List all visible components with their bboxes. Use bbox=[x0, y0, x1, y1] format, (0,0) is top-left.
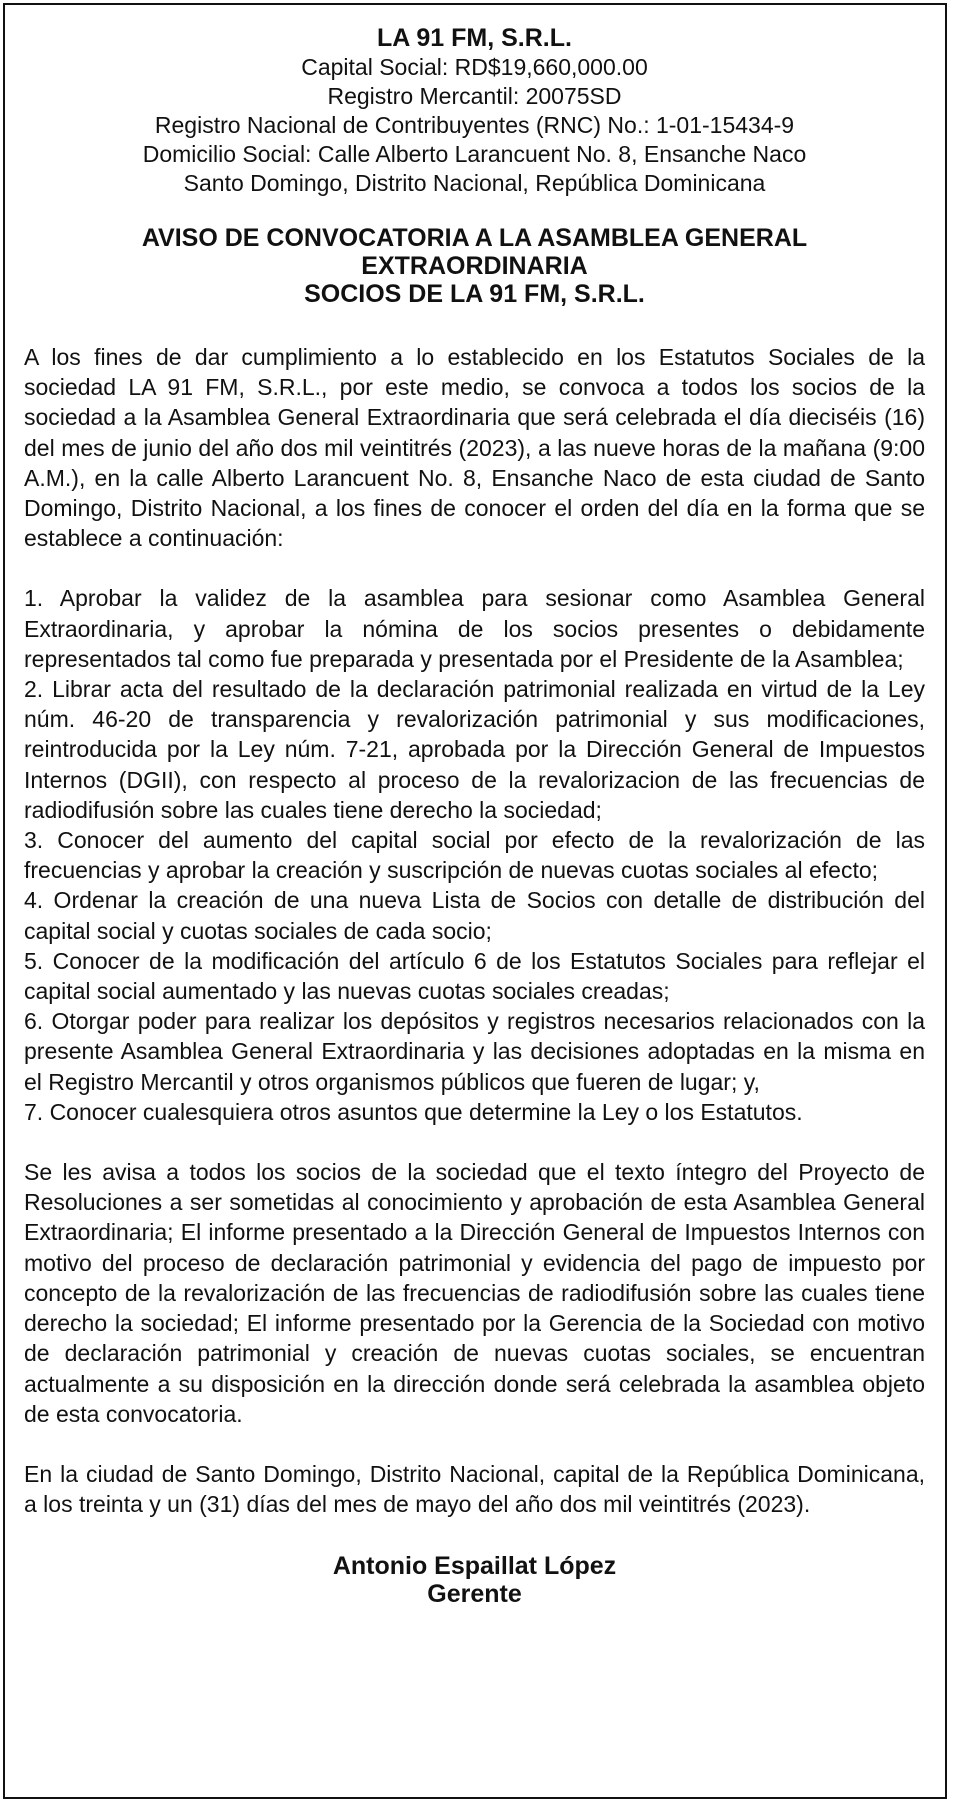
company-name: LA 91 FM, S.R.L. bbox=[377, 24, 572, 52]
title-line-1: AVISO DE CONVOCATORIA A LA ASAMBLEA GENERAL bbox=[141, 224, 808, 252]
agenda-item: 3. Conocer del aumento del capital social por efecto de la revalorización de las frecuencias y aprobar la creación y suscripción de nuevas cuotas sociales al efecto; bbox=[24, 827, 925, 884]
company-header bbox=[24, 23, 925, 198]
intro-paragraph: A los fines de dar cumplimiento a lo establecido en los Estatutos Sociales de la sociedad LA 91 FM, S.R.L., por este medio, se convoca a todos los socios de la sociedad a la Asamblea General Extraordinaria que será celebrada el día dieciséis (16) del mes de junio del año dos mil veintitrés (2023), a las nueve horas de la mañana (9:00 A.M.), en la calle Alberto Larancuent No. 8, Ensanche Naco de esta ciudad de Santo Domingo, Distrito Nacional, a los fines de conocer el orden del día en la forma que se establece a continuación: bbox=[24, 344, 925, 552]
registro-mercantil: Registro Mercantil: 20075SD bbox=[327, 83, 622, 109]
legal-notice bbox=[3, 3, 947, 1799]
agenda-list bbox=[24, 583, 925, 1127]
title-line-3: SOCIOS DE LA 91 FM, S.R.L. bbox=[304, 280, 645, 308]
agenda-item: 5. Conocer de la modificación del artículo 6 de los Estatutos Sociales para reflejar el capital social aumentado y las nuevas cuotas sociales creadas; bbox=[24, 947, 925, 1005]
address-line-1: Domicilio Social: Calle Alberto Larancuent No. 8, Ensanche Naco bbox=[142, 141, 807, 167]
closing-paragraph: En la ciudad de Santo Domingo, Distrito Nacional, capital de la República Dominicana, a los treinta y un (31) días del mes de mayo del año dos mil veintitrés (2023). bbox=[24, 1460, 925, 1518]
capital-social: Capital Social: RD$19,660,000.00 bbox=[301, 54, 648, 80]
agenda-item: 6. Otorgar poder para realizar los depósitos y registros necesarios relacionados con la presente Asamblea General Extraordinaria y las decisiones adoptadas en la misma en el Registro Mercantil y otros organismos públicos que fueren de lugar; y, bbox=[24, 1008, 925, 1095]
signature-block bbox=[24, 1552, 925, 1608]
signatory-name: Antonio Espaillat López bbox=[332, 1552, 617, 1581]
agenda-item: 1. Aprobar la validez de la asamblea para sesionar como Asamblea General Extraordinaria, y aprobar la nómina de los socios presentes o debidamente representados tal como fue preparada y presentada por el Presidente de la Asamblea; bbox=[24, 585, 925, 672]
notice-title bbox=[24, 224, 925, 308]
signatory-title: Gerente bbox=[427, 1580, 522, 1609]
agenda-item: 2. Librar acta del resultado de la declaración patrimonial realizada en virtud de la Ley núm. 46-20 de transparencia y revalorización patrimonial y sus modificaciones, reintroducida por la Ley núm. 7-21, aprobada por la Dirección General de Impuestos Internos (DGII), con respecto al proceso de la revalorizacion de las frecuencias de radiodifusión sobre las cuales tiene derecho la sociedad; bbox=[24, 676, 925, 823]
notice-content bbox=[24, 23, 925, 1608]
agenda-item: 4. Ordenar la creación de una nueva Lista de Socios con detalle de distribución del capital social y cuotas sociales de cada socio; bbox=[24, 887, 925, 944]
documents-notice-paragraph: Se les avisa a todos los socios de la sociedad que el texto íntegro del Proyecto de Resoluciones a ser sometidas al conocimiento y aprobación de esta Asamblea General Extraordinaria; El informe presentado a la Dirección General de Impuestos Internos con motivo del proceso de declaración patrimonial y evidencia del pago de impuesto por concepto de la revalorización de las frecuencias de radiodifusión sobre las cuales tiene derecho la sociedad; El informe presentado por la Gerencia de la Sociedad con motivo de declaración patrimonial y creación de nuevas cuotas sociales, se encuentran actualmente a su disposición en la dirección donde será celebrada la asamblea objeto de esta convocatoria. bbox=[24, 1159, 925, 1427]
agenda-item: 7. Conocer cualesquiera otros asuntos que determine la Ley o los Estatutos. bbox=[24, 1098, 803, 1125]
rnc-number: Registro Nacional de Contribuyentes (RNC) No.: 1-01-15434-9 bbox=[154, 112, 795, 138]
title-line-2: EXTRAORDINARIA bbox=[361, 252, 588, 280]
address-line-2: Santo Domingo, Distrito Nacional, República Dominicana bbox=[183, 170, 766, 196]
